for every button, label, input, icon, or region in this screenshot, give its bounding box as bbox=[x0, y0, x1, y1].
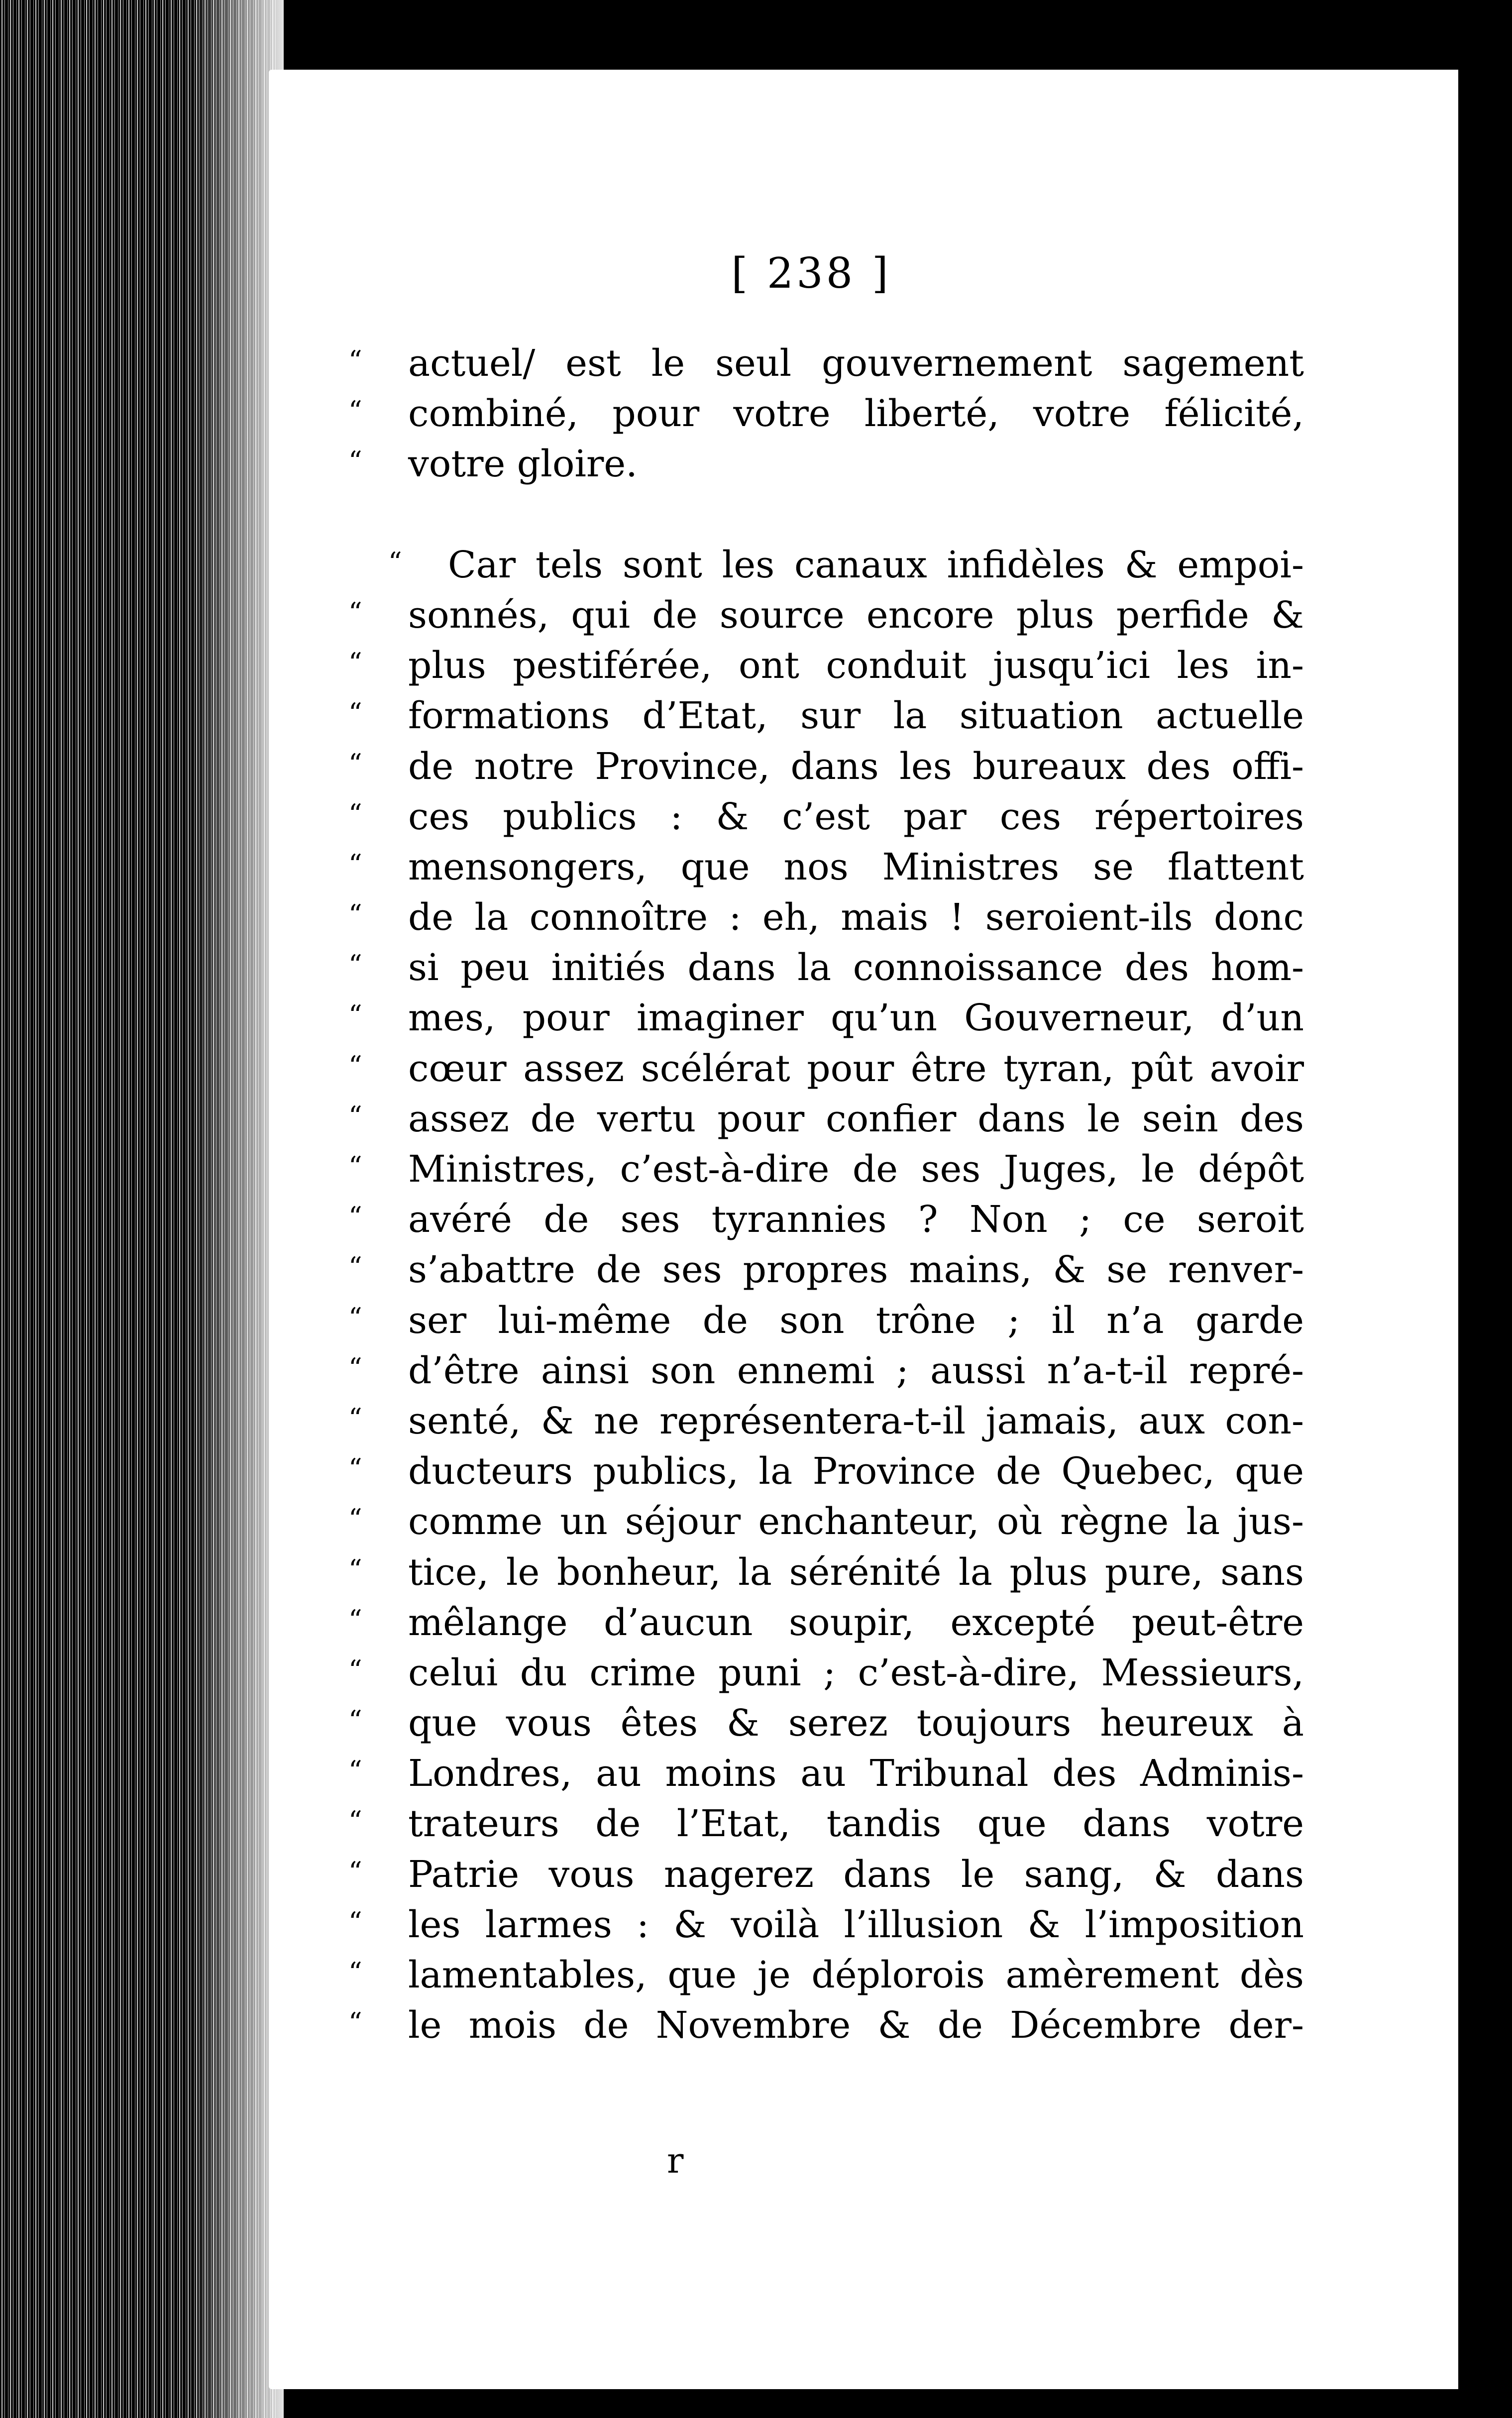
text-line bbox=[348, 2000, 1304, 2051]
text-line bbox=[348, 1850, 1304, 1900]
quote-mark: “ bbox=[348, 1050, 362, 1082]
quote-mark: “ bbox=[348, 1503, 362, 1535]
quote-mark: “ bbox=[348, 1151, 362, 1182]
quote-mark: “ bbox=[348, 697, 362, 729]
line-text: s’abattre de ses propres mains, & se renver- bbox=[408, 1248, 1304, 1292]
text-line bbox=[348, 1396, 1304, 1446]
text-line bbox=[348, 1598, 1304, 1648]
quote-mark: “ bbox=[348, 1755, 362, 1787]
text-line bbox=[348, 1900, 1304, 1950]
line-text: Ministres, c’est-à-dire de ses Juges, le dépôt bbox=[408, 1148, 1304, 1191]
line-text: combiné, pour votre liberté, votre félicité, bbox=[408, 392, 1304, 436]
text-line bbox=[348, 1044, 1304, 1094]
quote-mark: “ bbox=[348, 1453, 362, 1485]
quote-mark: “ bbox=[348, 445, 362, 477]
line-text: comme un séjour enchanteur, où règne la jus- bbox=[408, 1500, 1304, 1543]
text-line bbox=[348, 1749, 1304, 1799]
text-line bbox=[348, 892, 1304, 943]
quote-mark: “ bbox=[348, 1906, 362, 1938]
text-line bbox=[348, 792, 1304, 842]
quote-mark: “ bbox=[348, 1705, 362, 1737]
quote-mark: “ bbox=[348, 1654, 362, 1686]
line-text: formations d’Etat, sur la situation actuelle bbox=[408, 694, 1304, 738]
text-line bbox=[348, 1144, 1304, 1195]
quote-mark: “ bbox=[348, 1805, 362, 1837]
quote-mark: “ bbox=[388, 546, 402, 578]
text-line bbox=[348, 1245, 1304, 1295]
text-line bbox=[348, 1446, 1304, 1497]
text-line bbox=[348, 1950, 1304, 2000]
quote-mark: “ bbox=[348, 345, 362, 376]
quote-mark: “ bbox=[348, 999, 362, 1031]
line-text: celui du crime puni ; c’est-à-dire, Messieurs, bbox=[408, 1651, 1304, 1694]
text-line bbox=[348, 439, 1304, 489]
text-line bbox=[348, 389, 1304, 439]
line-text: senté, & ne représentera-t-il jamais, aux con- bbox=[408, 1399, 1304, 1442]
text-line bbox=[348, 1698, 1304, 1749]
line-text: assez de vertu pour confier dans le sein des bbox=[408, 1097, 1304, 1140]
text-line bbox=[348, 993, 1304, 1043]
line-text: avéré de ses tyrannies ? Non ; ce seroit bbox=[408, 1198, 1304, 1241]
line-text: d’être ainsi son ennemi ; aussi n’a-t-il repré- bbox=[408, 1349, 1304, 1392]
text-line bbox=[348, 1296, 1304, 1346]
quote-mark: “ bbox=[348, 395, 362, 427]
text-line bbox=[348, 742, 1304, 792]
quote-mark: “ bbox=[348, 1100, 362, 1132]
line-text: tice, le bonheur, la sérénité la plus pure, sans bbox=[408, 1550, 1304, 1594]
quote-mark: “ bbox=[348, 1604, 362, 1636]
text-line bbox=[348, 1799, 1304, 1849]
quote-mark: “ bbox=[348, 949, 362, 981]
line-text: lamentables, que je déplorois amèrement dès bbox=[408, 1954, 1304, 1996]
line-text: sonnés, qui de source encore plus perfide & bbox=[408, 593, 1304, 637]
line-text: votre gloire. bbox=[408, 442, 638, 486]
quote-mark: “ bbox=[348, 1553, 362, 1585]
text-line bbox=[348, 540, 1304, 590]
quote-mark: “ bbox=[348, 1302, 362, 1333]
text-line bbox=[348, 1195, 1304, 1245]
text-line bbox=[348, 1497, 1304, 1547]
footer-mark: r bbox=[667, 2140, 684, 2181]
quote-mark: “ bbox=[348, 798, 362, 830]
text-line bbox=[348, 338, 1304, 389]
line-text: actuel/ est le seul gouvernement sagement bbox=[408, 342, 1304, 385]
line-text: trateurs de l’Etat, tandis que dans votre bbox=[408, 1802, 1304, 1846]
line-text: de la connoître : eh, mais ! seroient-ils donc bbox=[408, 896, 1304, 939]
line-text: ces publics : & c’est par ces répertoires bbox=[408, 795, 1304, 838]
line-text: que vous êtes & serez toujours heureux à bbox=[408, 1702, 1304, 1745]
line-text: plus pestiférée, ont conduit jusqu’ici les in- bbox=[408, 644, 1304, 687]
quote-mark: “ bbox=[348, 1251, 362, 1283]
text-line bbox=[348, 641, 1304, 691]
line-text: Car tels sont les canaux infidèles & empoi- bbox=[448, 543, 1304, 586]
quote-mark: “ bbox=[348, 647, 362, 679]
line-text: le mois de Novembre & de Décembre der- bbox=[408, 2004, 1304, 2047]
quote-mark: “ bbox=[348, 899, 362, 931]
text-line bbox=[348, 1346, 1304, 1396]
quote-mark: “ bbox=[348, 1402, 362, 1434]
text-line bbox=[348, 1547, 1304, 1598]
line-text: mes, pour imaginer qu’un Gouverneur, d’un bbox=[408, 996, 1304, 1040]
quote-mark: “ bbox=[348, 2007, 362, 2039]
line-text: de notre Province, dans les bureaux des offi- bbox=[408, 745, 1304, 788]
line-text: Patrie vous nagerez dans le sang, & dans bbox=[408, 1853, 1304, 1896]
line-text: les larmes : & voilà l’illusion & l’imposition bbox=[408, 1903, 1304, 1946]
line-text: cœur assez scélérat pour être tyran, pût avoir bbox=[408, 1047, 1304, 1090]
line-text: mêlange d’aucun soupir, excepté peut-être bbox=[408, 1601, 1304, 1644]
right-page-edge bbox=[1458, 70, 1512, 2389]
text-line bbox=[348, 490, 1304, 540]
text-line bbox=[348, 1094, 1304, 1144]
quote-mark: “ bbox=[348, 1201, 362, 1233]
line-text: ducteurs publics, la Province de Quebec, que bbox=[408, 1450, 1304, 1493]
page-number: [ 238 ] bbox=[731, 249, 891, 298]
quote-mark: “ bbox=[348, 1957, 362, 1988]
line-text: ser lui-même de son trône ; il n’a garde bbox=[408, 1299, 1304, 1342]
quote-mark: “ bbox=[348, 748, 362, 779]
text-line bbox=[348, 691, 1304, 741]
body-text bbox=[348, 338, 1304, 2051]
text-line bbox=[348, 590, 1304, 641]
text-line bbox=[348, 1648, 1304, 1698]
line-text: Londres, au moins au Tribunal des Adminis- bbox=[408, 1752, 1304, 1795]
quote-mark: “ bbox=[348, 1856, 362, 1887]
quote-mark: “ bbox=[348, 848, 362, 880]
text-line bbox=[348, 943, 1304, 993]
text-line bbox=[348, 842, 1304, 892]
line-text: si peu initiés dans la connoissance des hom- bbox=[408, 946, 1304, 989]
quote-mark: “ bbox=[348, 1352, 362, 1384]
line-text: mensongers, que nos Ministres se flattent bbox=[408, 845, 1304, 888]
quote-mark: “ bbox=[348, 596, 362, 628]
